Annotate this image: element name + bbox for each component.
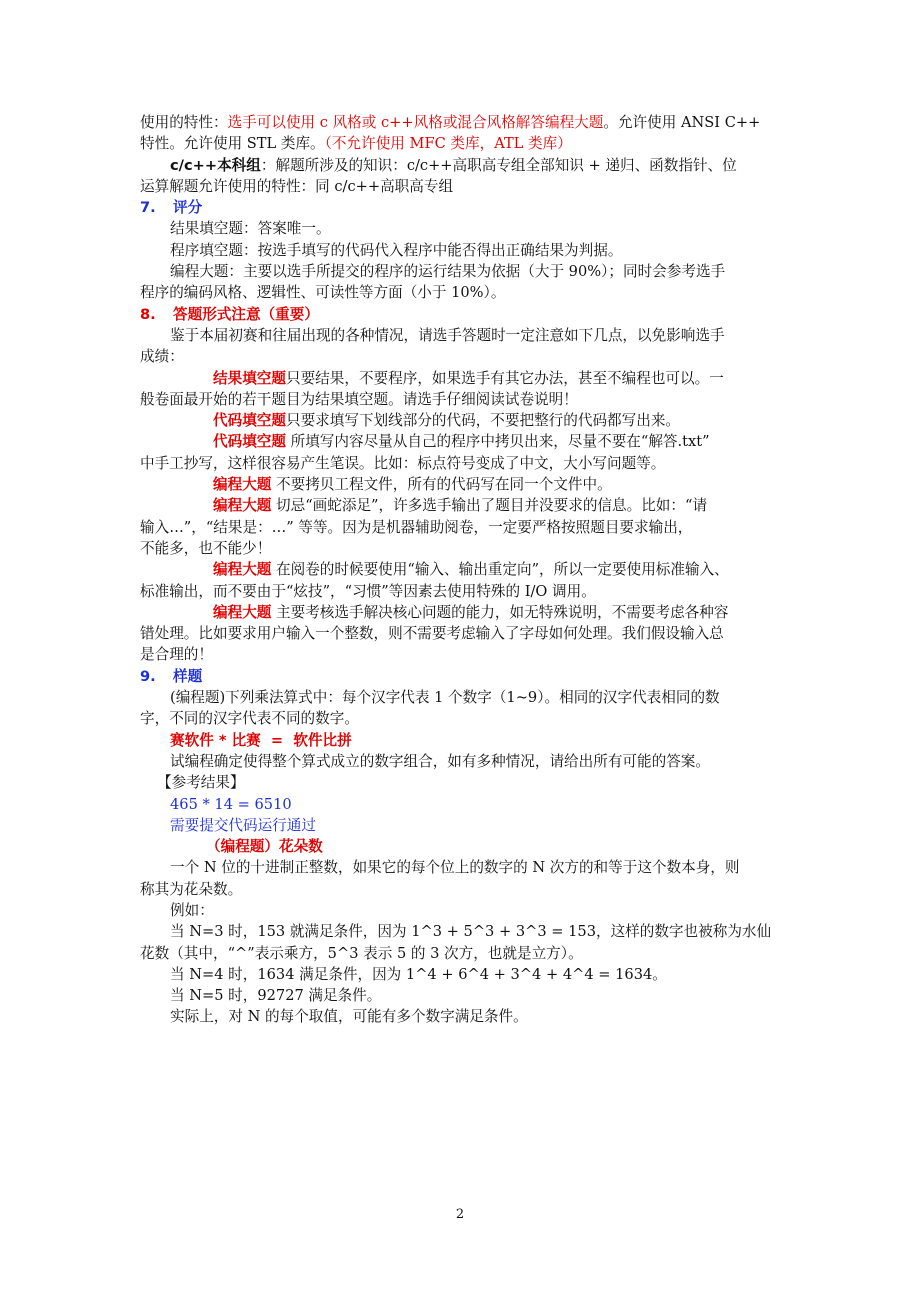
text: 只要求填写下划线部分的代码，不要把整行的代码都写出来。 xyxy=(285,412,681,430)
paragraph-line xyxy=(140,155,790,176)
section-number: 8. xyxy=(140,305,156,323)
paragraph-line: 标准输出，而不要由于“炫技”，“习惯”等因素去使用特殊的 I/O 调用。 xyxy=(140,582,596,600)
text: 在阅卷的时候要使用“输入、输出重定向”，所以一定要使用标准输入、 xyxy=(271,561,729,579)
paragraph-line: 鉴于本届初赛和往届出现的各种情况，请选手答题时一定注意如下几点，以免影响选手 xyxy=(170,326,725,344)
section-number: 7. xyxy=(140,199,156,217)
paragraph-line: 当 N=5 时，92727 满足条件。 xyxy=(170,987,382,1005)
section-title: 评分 xyxy=(173,199,203,217)
text: 切忌“画蛇添足”，许多选手输出了题目并没要求的信息。比如：“请 xyxy=(271,497,708,515)
paragraph-line: 程序填空题：按选手填写的代码代入程序中能否得出正确结果为判据。 xyxy=(170,241,623,259)
paragraph-line: 当 N=4 时，1634 满足条件，因为 1^4 + 6^4 + 3^4 + 4^4 = 1634。 xyxy=(170,965,667,983)
paragraph-line: 输入…”，“结果是：…” 等等。因为是机器辅助阅卷，一定要严格按照题目要求输出， xyxy=(140,518,693,536)
paragraph-line xyxy=(140,474,790,495)
section-title: 答题形式注意（重要） xyxy=(173,305,319,323)
paragraph-line: 般卷面最开始的若干题目为结果填空题。请选手仔细阅读试卷说明！ xyxy=(140,390,578,408)
reference-result: 465 * 14 = 6510 xyxy=(170,795,292,813)
section-heading-8 xyxy=(140,304,790,325)
keyword: 结果填空题 xyxy=(213,369,286,387)
paragraph-line: 运算解题允许使用的特性：同 c/c++高职高专组 xyxy=(140,177,454,195)
section-number: 9. xyxy=(140,667,156,685)
text: ：解题所涉及的知识：c/c++高职高专组全部知识 + 递归、函数指针、位 xyxy=(260,156,737,174)
text: 不要拷贝工程文件，所有的代码写在同一个文件中。 xyxy=(271,476,612,494)
paragraph-line xyxy=(140,431,790,452)
reference-result-label: 【参考结果】 xyxy=(157,774,245,792)
paragraph-line: 一个 N 位的十进制正整数，如果它的每个位上的数字的 N 次方的和等于这个数本身，则 xyxy=(170,859,740,877)
paragraph-line: 错处理。比如要求用户输入一个整数，则不需要考虑输入了字母如何处理。我们假设输入总 xyxy=(140,625,724,643)
paragraph-line: 花数（其中，“^”表示乘方，5^3 表示 5 的 3 次方，也就是立方）。 xyxy=(140,944,583,962)
keyword: 编程大题 xyxy=(213,561,272,579)
paragraph-line xyxy=(140,559,790,580)
paragraph-line xyxy=(140,368,790,389)
section-title: 样题 xyxy=(173,667,203,685)
text: 。允许使用 ANSI C++ xyxy=(603,114,761,131)
text: 使用的特性： xyxy=(140,114,228,131)
paragraph-line xyxy=(140,495,790,516)
paragraph-line: 称其为花朵数。 xyxy=(140,880,243,898)
keyword: 编程大题 xyxy=(213,497,272,515)
paragraph-line: 当 N=3 时，153 就满足条件，因为 1^3 + 5^3 + 3^3 = 153，这样的数字也被称为水仙 xyxy=(170,923,772,941)
paragraph-line: 例如： xyxy=(170,901,214,919)
highlight-text: 选手可以使用 c 风格或 c++风格或混合风格解答编程大题 xyxy=(227,114,604,131)
paragraph-line xyxy=(140,602,790,623)
paragraph-line: 实际上，对 N 的每个取值，可能有多个数字满足条件。 xyxy=(170,1008,528,1026)
keyword: 代码填空题 xyxy=(213,433,286,451)
paragraph-line: 程序的编码风格、逻辑性、可读性等方面（小于 10%）。 xyxy=(140,284,506,302)
paragraph-line: 是合理的！ xyxy=(140,646,213,664)
paragraph-line xyxy=(140,112,790,133)
problem-title: （编程题）花朵数 xyxy=(206,838,323,856)
group-label: c/c++本科组 xyxy=(170,156,261,174)
paragraph-line: 中手工抄写，这样很容易产生笔误。比如：标点符号变成了中文，大小写问题等。 xyxy=(140,454,666,472)
equation: 赛软件 * 比赛 = 软件比拼 xyxy=(170,731,352,749)
highlight-text: （不允许使用 MFC 类库，ATL 类库） xyxy=(324,135,572,153)
text: 主要考核选手解决核心问题的能力，如无特殊说明，不需要考虑各种容 xyxy=(271,603,729,621)
keyword: 代码填空题 xyxy=(213,412,286,430)
text: 所填写内容尽量从自己的程序中拷贝出来，尽量不要在“解答.txt” xyxy=(285,433,710,451)
section-heading-7 xyxy=(140,197,790,218)
paragraph-line: 结果填空题：答案唯一。 xyxy=(170,220,331,238)
paragraph-line: 字，不同的汉字代表不同的数字。 xyxy=(140,710,359,728)
page-number: 2 xyxy=(455,1207,465,1222)
text: 特性。允许使用 STL 类库。 xyxy=(140,135,325,153)
paragraph-line: (编程题)下列乘法算式中：每个汉字代表 1 个数字（1~9）。相同的汉字代表相同的数 xyxy=(170,689,720,707)
keyword: 编程大题 xyxy=(213,603,272,621)
paragraph-line: 不能多，也不能少！ xyxy=(140,539,272,557)
document-page xyxy=(140,112,790,1028)
text: 只要结果，不要程序，如果选手有其它办法，甚至不编程也可以。一 xyxy=(285,369,724,387)
section-heading-9 xyxy=(140,666,790,687)
paragraph-line: 成绩： xyxy=(140,348,184,366)
submission-note: 需要提交代码运行通过 xyxy=(170,816,316,834)
paragraph-line: 编程大题：主要以选手所提交的程序的运行结果为依据（大于 90%）；同时会参考选手 xyxy=(170,263,726,281)
keyword: 编程大题 xyxy=(213,476,272,494)
paragraph-line xyxy=(140,410,790,431)
paragraph-line xyxy=(140,133,790,154)
paragraph-line: 试编程确定使得整个算式成立的数字组合，如有多种情况，请给出所有可能的答案。 xyxy=(170,752,710,770)
